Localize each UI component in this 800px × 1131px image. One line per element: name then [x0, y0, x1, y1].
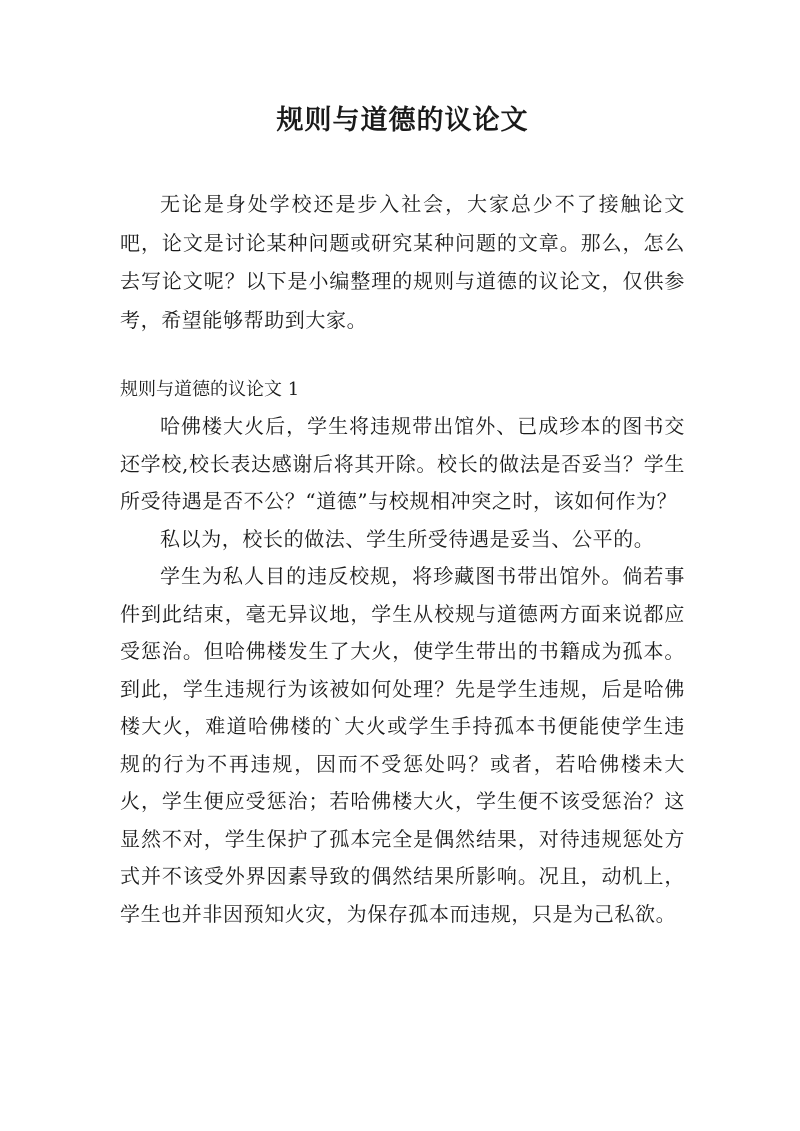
intro-paragraph: 无论是身处学校还是步入社会，大家总少不了接触论文吧，论文是讨论某种问题或研究某种问题的文章。那么，怎么去写论文呢？以下是小编整理的规则与道德的议论文，仅供参考，希望能够帮助到大家。 [120, 192, 685, 332]
body-paragraph-3: 学生为私人目的违反校规，将珍藏图书带出馆外。倘若事件到此结束，毫无异议地，学生从校规与道德两方面来说都应受惩治。但哈佛楼发生了大火，使学生带出的书籍成为孤本。到此，学生违规行为该被如何处理？先是学生违规，后是哈佛楼大火，难道哈佛楼的`大火或学生手持孤本书便能使学生违规的行为不再违规，因而不受惩处吗？或者，若哈佛楼未大火，学生便应受惩治；若哈佛楼大火，学生便不该受惩治？这显然不对，学生保护了孤本完全是偶然结果，对待违规惩处方式并不该受外界因素导致的偶然结果所影响。况且，动机上，学生也并非因预知火灾，为保存孤本而违规，只是为己私欲。 [120, 564, 685, 926]
document-title: 规则与道德的议论文 [276, 105, 529, 136]
essay-body [120, 408, 685, 933]
section-heading: 规则与道德的议论文 1 [120, 379, 300, 400]
body-paragraph-2: 私以为，校长的做法、学生所受待遇是妥当、公平的。 [160, 526, 655, 551]
body-paragraph-1: 哈佛楼大火后，学生将违规带出馆外、已成珍本的图书交还学校,校长表达感谢后将其开除。校长的做法是否妥当？学生所受待遇是否不公？“道德”与校规相冲突之时，该如何作为？ [120, 414, 685, 513]
